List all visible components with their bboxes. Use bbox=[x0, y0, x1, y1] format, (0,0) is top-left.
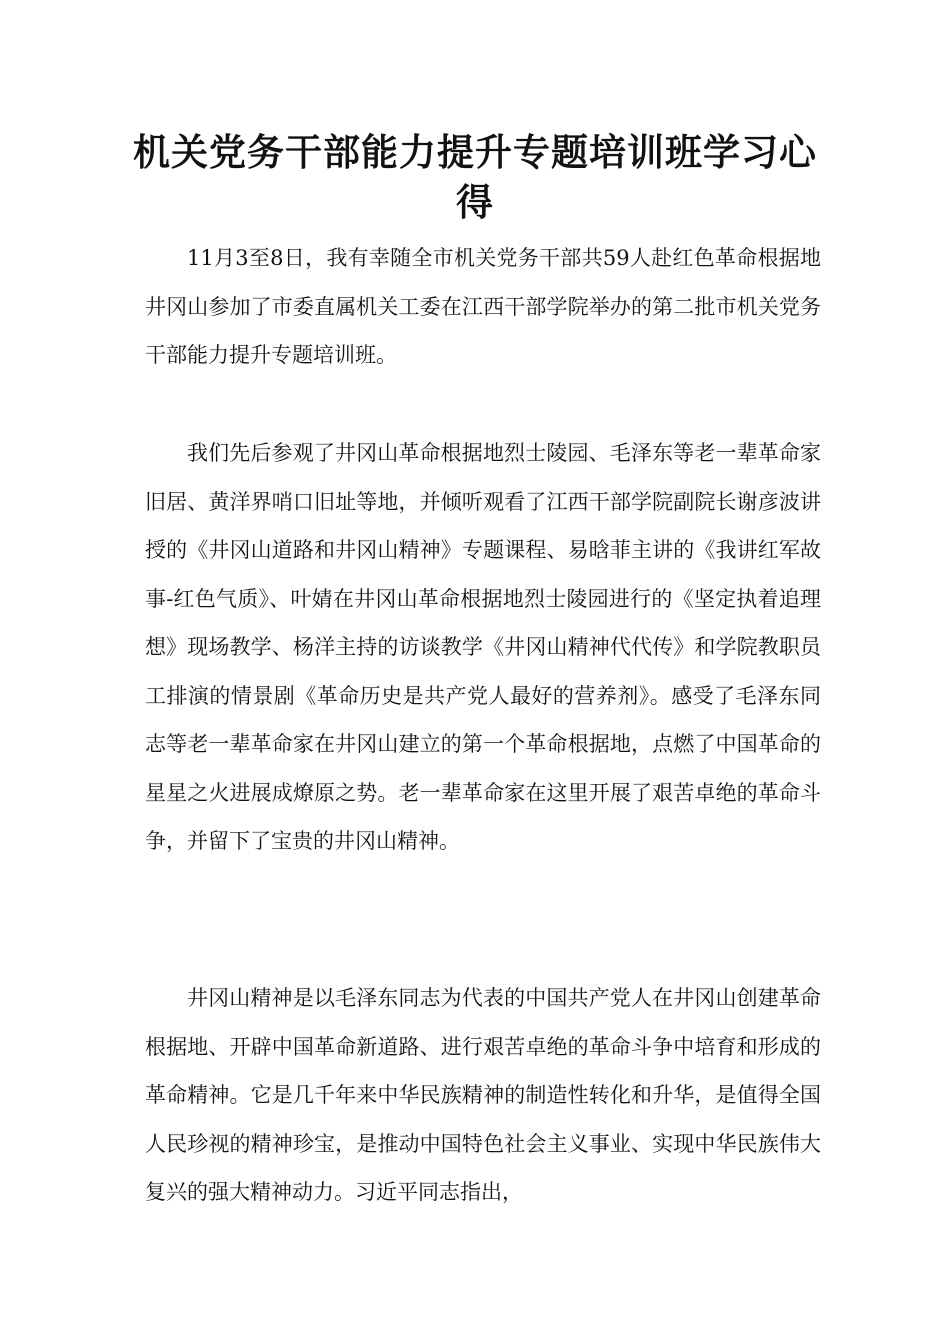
paragraph-1: 11月3至8日，我有幸随全市机关党务干部共59人赴红色革命根据地井冈山参加了市委直属机关工委在江西干部学院举办的第二批市机关党务干部能力提升专题培训班。 bbox=[145, 246, 821, 367]
paragraph-2: 我们先后参观了井冈山革命根据地烈士陵园、毛泽东等老一辈革命家旧居、黄洋界哨口旧址等地，并倾听观看了江西干部学院副院长谢彦波讲授的《井冈山道路和井冈山精神》专题课程、易晗菲主讲的《我讲红军故事-红色气质》、叶婧在井冈山革命根据地烈士陵园进行的《坚定执着追理想》现场教学、杨洋主持的访谈教学《井冈山精神代代传》和学院教职员工排演的情景剧《革命历史是共产党人最好的营养剂》。感受了毛泽东同志等老一辈革命家在井冈山建立的第一个革命根据地，点燃了中国革命的星星之火进展成燎原之势。老一辈革命家在这里开展了艰苦卓绝的革命斗争，并留下了宝贵的井冈山精神。 bbox=[145, 441, 821, 853]
document-title: 机关党务干部能力提升专题培训班学习心得 bbox=[133, 131, 817, 224]
paragraph-3: 井冈山精神是以毛泽东同志为代表的中国共产党人在井冈山创建革命根据地、开辟中国革命新道路、进行艰苦卓绝的革命斗争中培育和形成的革命精神。它是几千年来中华民族精神的制造性转化和升华，是值得全国人民珍视的精神珍宝，是推动中国特色社会主义事业、实现中华民族伟大复兴的强大精神动力。习近平同志指出， bbox=[145, 986, 821, 1204]
